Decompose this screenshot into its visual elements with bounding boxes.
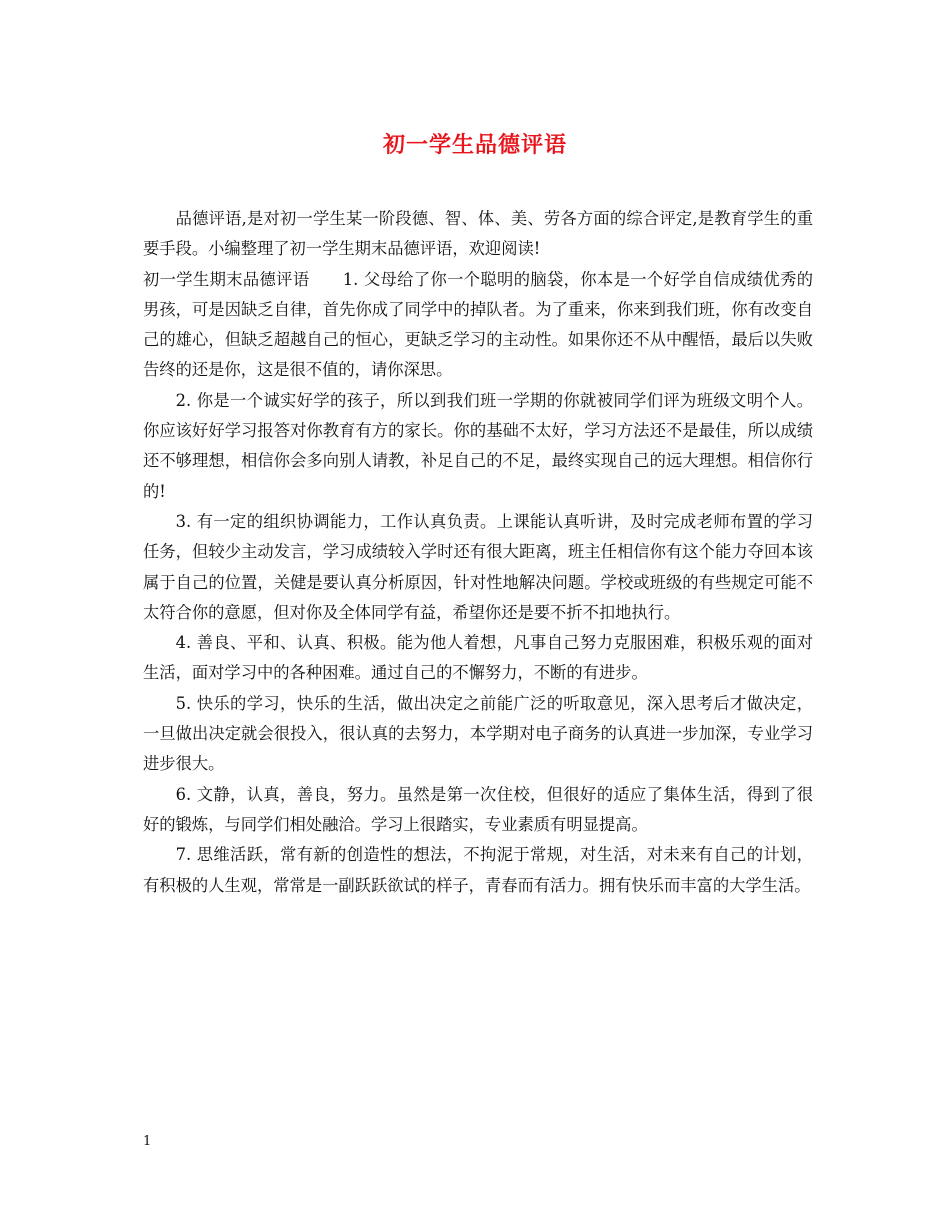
comment-paragraph-2: 2. 你是一个诚实好学的孩子，所以到我们班一学期的你就被同学们评为班级文明个人。你应该好好学习报答对你教育有方的家长。你的基础不太好，学习方法还不是最佳，所以成绩还不够理想，相信你会多向别人请教，补足自己的不足，最终实现自己的远大理想。相信你行的! [143,390,813,501]
document-body [143,204,813,901]
comment-paragraph-3: 3. 有一定的组织协调能力，工作认真负责。上课能认真听讲，及时完成老师布置的学习任务，但较少主动发言，学习成绩较入学时还有很大距离，班主任相信你有这个能力夺回本该属于自己的位置，关健是要认真分析原因，针对性地解决问题。学校或班级的有些规定可能不太符合你的意愿，但对你及全体同学有益，希望你还是要不折不扣地执行。 [143,511,813,622]
comment-paragraph-4: 4. 善良、平和、认真、积极。能为他人着想，凡事自己努力克服困难，积极乐观的面对生活，面对学习中的各种困难。通过自己的不懈努力，不断的有进步。 [143,633,813,683]
comment-paragraph-1: 初一学生期末品德评语 1. 父母给了你一个聪明的脑袋，你本是一个好学自信成绩优秀的男孩，可是因缺乏自律，首先你成了同学中的掉队者。为了重来，你来到我们班，你有改变自己的雄心，但缺乏超越自己的恒心，更缺乏学习的主动性。如果你还不从中醒悟，最后以失败告终的还是你，这是很不值的，请你深思。 [143,269,813,380]
comment-paragraph-6: 6. 文静，认真，善良，努力。虽然是第一次住校，但很好的适应了集体生活，得到了很好的锻炼，与同学们相处融洽。学习上很踏实，专业素质有明显提高。 [143,784,813,834]
document-title: 初一学生品德评语 [382,132,567,158]
page-number: 1 [143,1134,152,1149]
comment-paragraph-5: 5. 快乐的学习，快乐的生活，做出决定之前能广泛的听取意见，深入思考后才做决定，一旦做出决定就会很投入，很认真的去努力，本学期对电子商务的认真进一步加深，专业学习进步很大。 [143,693,813,774]
comment-paragraph-7: 7. 思维活跃，常有新的创造性的想法，不拘泥于常规，对生活，对未来有自己的计划，有积极的人生观，常常是一副跃跃欲试的样子，青春而有活力。拥有快乐而丰富的大学生活。 [143,845,813,895]
intro-paragraph: 品德评语,是对初一学生某一阶段德、智、体、美、劳各方面的综合评定,是教育学生的重要手段。小编整理了初一学生期末品德评语，欢迎阅读! [143,209,813,259]
